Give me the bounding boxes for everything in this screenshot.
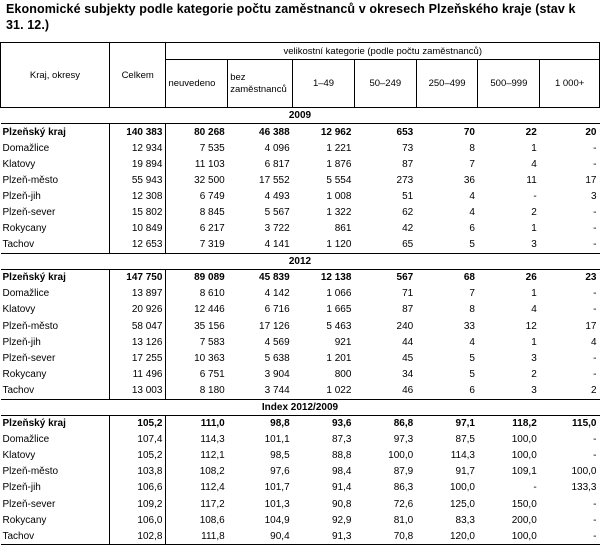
table-cell: 73: [402, 142, 414, 154]
header-total: Celkem: [109, 43, 166, 108]
table-cell: 5 554: [326, 174, 352, 186]
table-cell: 11: [526, 174, 537, 186]
table-cell: 13 897: [109, 286, 166, 302]
table-cell: 35 156: [194, 320, 225, 332]
table-cell: 112,1: [200, 450, 225, 462]
table-cell: 107,4: [109, 432, 166, 448]
table-cell: 32 500: [194, 174, 225, 186]
table-cell: 70: [463, 126, 475, 138]
table-row: [1, 334, 600, 350]
table-cell: 87: [402, 304, 414, 316]
table-cell: 17: [585, 320, 597, 332]
row-label: Domažlice: [1, 140, 110, 156]
table-cell: 7 583: [199, 336, 225, 348]
table-cell: 1 066: [326, 288, 352, 300]
table-cell: 5: [469, 352, 475, 364]
header-category: bez zaměstnanců: [228, 60, 293, 108]
table-cell: 20 926: [109, 302, 166, 318]
table-cell: 44: [402, 336, 414, 348]
table-cell: 101,7: [264, 482, 290, 494]
table-cell: 20: [585, 126, 597, 138]
table-cell: 7 319: [199, 239, 225, 251]
table-cell: 4: [469, 336, 475, 348]
table-cell: 46 388: [259, 126, 290, 138]
table-cell: 97,1: [455, 418, 475, 430]
table-cell: 3: [531, 352, 537, 364]
row-label: Tachov: [1, 237, 110, 254]
section-label: 2009: [1, 108, 600, 124]
table-cell: 140 383: [109, 124, 166, 141]
table-cell: 100,0: [511, 434, 537, 446]
table-cell: -: [540, 528, 600, 545]
table-cell: 4: [590, 336, 597, 348]
table-cell: 3 744: [264, 384, 290, 396]
table-cell: 6: [469, 223, 475, 235]
table-cell: 8 845: [199, 207, 225, 219]
table-cell: 147 750: [109, 269, 166, 286]
table-cell: -: [593, 288, 597, 300]
table-cell: 26: [525, 272, 537, 284]
table-cell: 112,4: [200, 482, 225, 494]
table-body: [1, 108, 600, 545]
row-label: Klatovy: [1, 156, 110, 172]
table-cell: 1: [531, 142, 537, 154]
row-label: Domažlice: [1, 286, 110, 302]
table-cell: 100,0: [571, 466, 597, 478]
row-label: Rokycany: [1, 221, 110, 237]
table-cell: 68: [463, 272, 475, 284]
table-cell: 13 003: [109, 382, 166, 399]
table-cell: 87,5: [455, 434, 475, 446]
section-label: 2012: [1, 253, 600, 269]
table-cell: 55 943: [109, 172, 166, 188]
row-label: Rokycany: [1, 512, 110, 528]
table-cell: 45: [402, 352, 414, 364]
table-cell: 8 180: [199, 384, 225, 396]
table-cell: 6 217: [199, 223, 225, 235]
table-cell: 93,6: [331, 418, 352, 430]
table-cell: 98,5: [270, 450, 290, 462]
table-row: [1, 172, 600, 188]
table-cell: 4: [469, 190, 475, 202]
row-label: Rokycany: [1, 366, 110, 382]
table-cell: 1 022: [326, 384, 352, 396]
table-cell: 87,9: [393, 466, 414, 478]
table-cell: 4 142: [264, 288, 290, 300]
header-category: 250–499: [416, 60, 478, 108]
table-cell: 101,1: [264, 434, 290, 446]
table-cell: 12 653: [109, 237, 166, 254]
table-cell: 17 126: [259, 320, 290, 332]
table-cell: -: [593, 207, 597, 219]
row-label: Tachov: [1, 528, 110, 545]
table-cell: 117,2: [200, 498, 225, 510]
table-cell: 42: [402, 223, 414, 235]
table-row: [1, 512, 600, 528]
row-label: Plzeň-sever: [1, 204, 110, 220]
row-label: Klatovy: [1, 448, 110, 464]
table-cell: 98,8: [270, 418, 290, 430]
table-cell: 12 934: [109, 140, 166, 156]
table-cell: 100,0: [449, 482, 475, 494]
table-cell: 8: [469, 142, 475, 154]
table-cell: 1 665: [326, 304, 352, 316]
table-cell: 109,1: [511, 466, 537, 478]
table-cell: 89 089: [194, 272, 225, 284]
header-category: neuvedeno: [166, 60, 228, 108]
table-cell: 106,0: [109, 512, 166, 528]
table-cell: 109,2: [109, 496, 166, 512]
table-cell: 8 610: [199, 288, 225, 300]
table-cell: 6: [469, 384, 475, 396]
table-row: [1, 302, 600, 318]
table-cell: 653: [396, 126, 414, 138]
table-cell: 2: [531, 207, 537, 219]
table-cell: 3 904: [264, 368, 290, 380]
table-cell: -: [593, 158, 597, 170]
table-cell: 4: [531, 158, 537, 170]
table-cell: 3: [531, 384, 537, 396]
table-cell: 800: [334, 368, 352, 380]
table-cell: 125,0: [449, 498, 475, 510]
table-cell: 36: [463, 174, 475, 186]
table-row: [1, 415, 600, 432]
row-label: Plzeň-sever: [1, 350, 110, 366]
table-row: [1, 124, 600, 141]
table-cell: 921: [334, 336, 352, 348]
section-header-row: [1, 108, 600, 124]
table-cell: 7 535: [199, 142, 225, 154]
table-cell: 4 493: [264, 190, 290, 202]
table-cell: 100,0: [478, 528, 540, 545]
table-cell: 70,8: [354, 528, 416, 545]
header-category: 1 000+: [540, 60, 600, 108]
row-label: Plzeň-sever: [1, 496, 110, 512]
table-cell: 108,2: [199, 466, 225, 478]
data-table: [0, 42, 600, 545]
table-row: [1, 318, 600, 334]
table-row: [1, 237, 600, 254]
table-cell: 105,2: [109, 448, 166, 464]
table-cell: 81,0: [393, 514, 414, 526]
table-cell: 567: [396, 272, 414, 284]
row-label: Klatovy: [1, 302, 110, 318]
row-label: Plzeňský kraj: [1, 415, 110, 432]
table-cell: 108,6: [199, 514, 225, 526]
row-label: Plzeňský kraj: [1, 269, 110, 286]
table-cell: 2: [531, 368, 537, 380]
table-cell: 22: [525, 126, 537, 138]
table-cell: 11 496: [109, 366, 166, 382]
table-cell: 133,3: [571, 482, 597, 494]
section-header-row: [1, 253, 600, 269]
table-cell: 90,8: [331, 498, 352, 510]
table-cell: 102,8: [109, 528, 166, 545]
row-label: Tachov: [1, 382, 110, 399]
table-cell: 150,0: [511, 498, 537, 510]
table-cell: 200,0: [511, 514, 537, 526]
table-cell: 71: [402, 288, 414, 300]
table-row: [1, 366, 600, 382]
table-cell: 6 749: [199, 190, 225, 202]
row-label: Domažlice: [1, 432, 110, 448]
table-cell: -: [593, 239, 597, 251]
table-row: [1, 204, 600, 220]
table-cell: 90,4: [228, 528, 293, 545]
table-cell: -: [593, 304, 597, 316]
table-cell: 83,3: [455, 514, 475, 526]
table-cell: 4 569: [264, 336, 290, 348]
table-cell: 103,8: [109, 464, 166, 480]
table-cell: 17 552: [259, 174, 290, 186]
header-category: 1–49: [293, 60, 355, 108]
table-cell: 80 268: [194, 126, 225, 138]
table-cell: 98,4: [331, 466, 352, 478]
table-cell: 115,0: [572, 418, 597, 430]
table-cell: 12 138: [320, 272, 352, 284]
table-cell: 4 096: [264, 142, 290, 154]
table-cell: 4: [531, 304, 537, 316]
table-cell: 15 802: [109, 204, 166, 220]
table-cell: -: [533, 190, 537, 202]
table-cell: 5: [469, 239, 475, 251]
table-cell: 86,3: [393, 482, 414, 494]
table-cell: 34: [402, 368, 414, 380]
table-cell: 97,6: [270, 466, 290, 478]
header-category: 50–249: [354, 60, 416, 108]
table-cell: 3 722: [264, 223, 290, 235]
table-cell: 1 120: [326, 239, 352, 251]
table-cell: 120,0: [416, 528, 478, 545]
table-cell: 861: [334, 223, 352, 235]
table-cell: 13 126: [109, 334, 166, 350]
row-label: Plzeň-jih: [1, 188, 110, 204]
table-cell: 101,3: [264, 498, 290, 510]
table-cell: 33: [463, 320, 475, 332]
table-cell: 4: [469, 207, 475, 219]
table-cell: 87,3: [331, 434, 352, 446]
table-row: [1, 350, 600, 366]
header-category: 500–999: [478, 60, 540, 108]
row-label: Plzeň-jih: [1, 334, 110, 350]
table-cell: -: [593, 223, 597, 235]
table-cell: 1 008: [326, 190, 352, 202]
table-cell: 3: [590, 190, 597, 202]
table-row: [1, 496, 600, 512]
table-cell: 17: [585, 174, 597, 186]
table-cell: 105,2: [109, 415, 166, 432]
table-cell: 87: [402, 158, 414, 170]
table-cell: 3: [531, 239, 537, 251]
table-row: [1, 269, 600, 286]
table-cell: 4 141: [264, 239, 290, 251]
table-cell: 100,0: [511, 450, 537, 462]
section-header-row: [1, 399, 600, 415]
table-cell: 51: [402, 190, 414, 202]
table-cell: 72,6: [393, 498, 414, 510]
table-cell: 111,8: [166, 528, 228, 545]
row-label: Plzeň-jih: [1, 480, 110, 496]
table-cell: 58 047: [109, 318, 166, 334]
table-cell: 1: [531, 288, 537, 300]
table-row: [1, 221, 600, 237]
table-cell: 5 567: [264, 207, 290, 219]
table-cell: 86,8: [393, 418, 414, 430]
table-cell: 2: [590, 384, 597, 396]
row-label: Plzeň-město: [1, 464, 110, 480]
table-row: [1, 286, 600, 302]
table-cell: 12 446: [194, 304, 225, 316]
table-cell: 118,2: [512, 418, 537, 430]
table-cell: 6 817: [264, 158, 290, 170]
table-cell: 46: [402, 384, 414, 396]
table-cell: 11 103: [194, 158, 225, 170]
table-cell: 100,0: [388, 450, 414, 462]
table-cell: 6 751: [199, 368, 225, 380]
table-cell: 104,9: [264, 514, 290, 526]
table-cell: -: [593, 514, 597, 526]
table-cell: 62: [402, 207, 414, 219]
table-cell: -: [593, 352, 597, 364]
table-cell: -: [593, 142, 597, 154]
row-label: Plzeň-město: [1, 172, 110, 188]
table-cell: 1 876: [326, 158, 352, 170]
header-region: Kraj, okresy: [1, 43, 110, 108]
table-cell: 1 201: [326, 352, 352, 364]
table-cell: 65: [402, 239, 414, 251]
table-cell: 1: [531, 336, 537, 348]
table-cell: 273: [396, 174, 414, 186]
table-cell: -: [593, 368, 597, 380]
table-cell: 19 894: [109, 156, 166, 172]
table-cell: 5: [469, 368, 475, 380]
table-cell: 1 221: [326, 142, 352, 154]
header-size-group: velikostní kategorie (podle počtu zaměstnanců): [166, 43, 600, 60]
table-cell: -: [593, 450, 597, 462]
table-row: [1, 464, 600, 480]
table-row: [1, 432, 600, 448]
table-header: [1, 43, 600, 108]
table-cell: 17 255: [109, 350, 166, 366]
table-cell: 8: [469, 304, 475, 316]
data-table-wrapper: [0, 42, 600, 545]
table-cell: 97,3: [393, 434, 414, 446]
table-row: [1, 528, 600, 545]
table-row: [1, 480, 600, 496]
table-cell: 106,6: [109, 480, 166, 496]
table-row: [1, 188, 600, 204]
table-cell: 6 716: [264, 304, 290, 316]
table-cell: 12 962: [320, 126, 352, 138]
table-cell: 114,3: [200, 434, 225, 446]
table-cell: 240: [396, 320, 414, 332]
table-cell: 10 849: [109, 221, 166, 237]
table-cell: 5 463: [326, 320, 352, 332]
table-row: [1, 140, 600, 156]
table-row: [1, 448, 600, 464]
table-cell: 91,4: [331, 482, 352, 494]
table-row: [1, 382, 600, 399]
table-cell: 23: [585, 272, 597, 284]
table-cell: 10 363: [194, 352, 225, 364]
table-cell: 7: [469, 288, 475, 300]
table-cell: 5 638: [264, 352, 290, 364]
table-cell: 7: [469, 158, 475, 170]
table-cell: 114,3: [450, 450, 475, 462]
row-label: Plzeňský kraj: [1, 124, 110, 141]
table-title: Ekonomické subjekty podle kategorie počtu zaměstnanců v okresech Plzeňského kraje (stav k 31. 12.): [6, 2, 576, 32]
table-cell: 111,0: [200, 418, 225, 430]
section-label: Index 2012/2009: [1, 399, 600, 415]
table-cell: 45 839: [259, 272, 290, 284]
row-label: Plzeň-město: [1, 318, 110, 334]
table-cell: 92,9: [331, 514, 352, 526]
table-cell: 12 308: [109, 188, 166, 204]
table-cell: 12: [525, 320, 537, 332]
table-cell: 88,8: [331, 450, 352, 462]
table-cell: 91,7: [455, 466, 475, 478]
table-cell: 1: [531, 223, 537, 235]
table-cell: 91,3: [293, 528, 355, 545]
table-cell: -: [533, 482, 537, 494]
table-row: [1, 156, 600, 172]
table-cell: 1 322: [326, 207, 352, 219]
table-cell: -: [593, 434, 597, 446]
table-cell: -: [593, 498, 597, 510]
